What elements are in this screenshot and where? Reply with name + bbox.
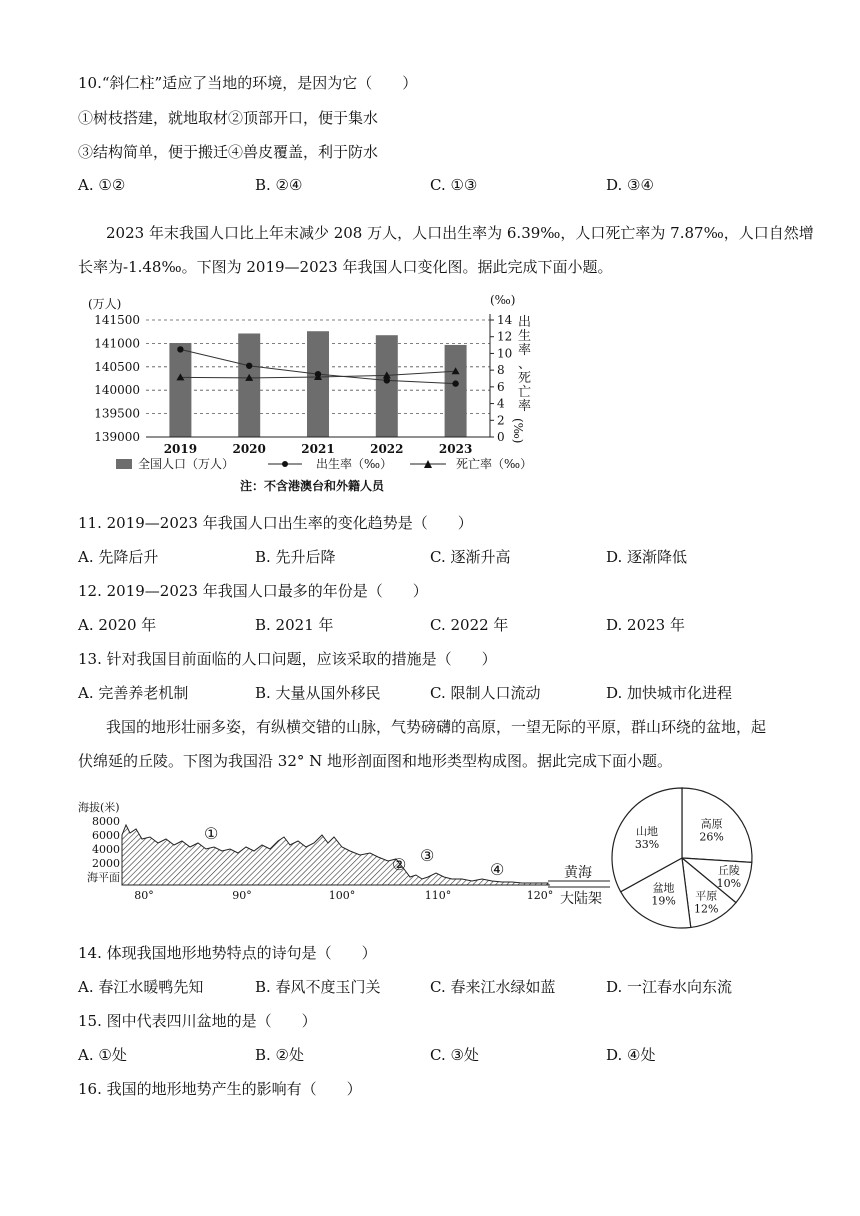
profile-y-tick-label: 4000 <box>92 843 120 856</box>
population-bar <box>238 333 260 437</box>
profile-y-ticks <box>87 815 120 884</box>
population-bar <box>169 343 191 437</box>
q12-option-a[interactable]: A. 2020 年 <box>78 616 157 634</box>
pie-slice-label: 盆地 <box>652 881 675 895</box>
right-axis-label-char: 、 <box>518 357 532 372</box>
pie-slice-label: 丘陵 <box>717 864 740 878</box>
right-axis-unit-label: (‰) <box>490 293 516 307</box>
right-axis-label-char: 生 <box>518 329 532 344</box>
q10-option-a[interactable]: A. ①② <box>78 176 126 194</box>
right-axis-label-char: 率 <box>518 399 532 414</box>
right-axis-label-unit: (‰) <box>511 418 525 444</box>
birth-rate-point <box>177 346 183 352</box>
pie-slice-label: 平原 <box>695 889 718 903</box>
terrain-profile <box>70 795 610 915</box>
legend-label-population: 全国人口（万人） <box>138 457 235 471</box>
birth-rate-point <box>246 363 252 369</box>
right-axis-label <box>511 314 531 443</box>
q10-statement-2: ③结构简单，便于搬迁④兽皮覆盖，利于防水 <box>78 143 379 161</box>
profile-x-tick-label: 100° <box>328 889 356 902</box>
passage2-line1: 我国的地形壮丽多姿，有纵横交错的山脉，气势磅礴的高原，一望无际的平原，群山环绕的盆地，起 <box>106 718 767 736</box>
q15-option-a[interactable]: A. ①处 <box>78 1046 127 1064</box>
legend-label-death: 死亡率（‰） <box>456 457 533 471</box>
legend-marker-birth <box>282 461 288 467</box>
q10-statement-1: ①树枝搭建，就地取材②顶部开口，便于集水 <box>78 109 379 127</box>
pie-slice-label: 高原 <box>700 817 723 831</box>
profile-marker-2: ② <box>392 855 407 874</box>
pie-slice-label: 山地 <box>636 824 659 838</box>
right-tick-label: 10 <box>497 346 513 361</box>
right-tick-label: 2 <box>497 413 505 428</box>
q13-option-c[interactable]: C. 限制人口流动 <box>430 684 541 702</box>
population-bar <box>445 345 467 437</box>
population-bar <box>307 331 329 437</box>
q15-option-c[interactable]: C. ③处 <box>430 1046 479 1064</box>
population-chart-bars <box>169 331 466 437</box>
right-axis-label-char: 出 <box>518 315 532 330</box>
right-tick-label: 6 <box>497 379 505 394</box>
q10-option-c[interactable]: C. ①③ <box>430 176 478 194</box>
terrain-profile-shape <box>122 825 548 885</box>
right-axis-label-char: 率 <box>518 343 532 358</box>
q15-option-b[interactable]: B. ②处 <box>255 1046 305 1064</box>
profile-x-tick-label: 80° <box>134 889 154 902</box>
passage1-line1: 2023 年末我国人口比上年末减少 208 万人，人口出生率为 6.39‰，人口死亡率为 7.87‰，人口自然增 <box>106 224 814 242</box>
profile-y-tick-label: 8000 <box>92 815 120 828</box>
q14-stem: 14. 体现我国地形地势特点的诗句是（ ） <box>78 944 377 962</box>
population-chart <box>70 290 550 500</box>
population-bar <box>376 335 398 437</box>
profile-sea-label: 黄海 <box>564 865 592 881</box>
profile-y-tick-label: 6000 <box>92 829 120 842</box>
left-tick-label: 140500 <box>94 359 140 374</box>
left-tick-label: 139000 <box>94 430 140 444</box>
right-tick-label: 14 <box>497 313 513 327</box>
birth-rate-point <box>452 380 458 386</box>
left-axis-unit-label: (万人) <box>88 297 122 311</box>
passage1-line2: 长率为-1.48‰。下图为 2019—2023 年我国人口变化图。据此完成下面小题。 <box>78 258 613 276</box>
profile-x-tick-label: 110° <box>424 889 452 902</box>
x-tick-label: 2023 <box>438 442 473 456</box>
q10-option-b[interactable]: B. ②④ <box>255 176 303 194</box>
q10-stem: 10.“斜仁柱”适应了当地的环境，是因为它（ ） <box>78 74 418 92</box>
profile-shelf-label: 大陆架 <box>560 891 602 907</box>
profile-x-tick-label: 90° <box>232 889 252 902</box>
q15-option-d[interactable]: D. ④处 <box>606 1046 656 1064</box>
profile-y-tick-label: 2000 <box>92 857 120 870</box>
right-axis-label-char: 死 <box>518 371 532 386</box>
profile-y-tick-label: 海平面 <box>87 871 120 884</box>
q12-option-b[interactable]: B. 2021 年 <box>255 616 334 634</box>
pie-slice-label: 33% <box>634 837 660 851</box>
q14-option-c[interactable]: C. 春来江水绿如蓝 <box>430 978 556 996</box>
q11-stem: 11. 2019—2023 年我国人口出生率的变化趋势是（ ） <box>78 514 473 532</box>
profile-marker-4: ④ <box>490 860 505 879</box>
q13-option-b[interactable]: B. 大量从国外移民 <box>255 684 381 702</box>
right-tick-label: 0 <box>497 430 505 444</box>
q13-stem: 13. 针对我国目前面临的人口问题，应该采取的措施是（ ） <box>78 650 497 668</box>
q11-option-c[interactable]: C. 逐渐升高 <box>430 548 511 566</box>
q12-stem: 12. 2019—2023 年我国人口最多的年份是（ ） <box>78 582 428 600</box>
landform-pie <box>604 782 764 932</box>
x-tick-label: 2022 <box>370 442 404 456</box>
population-chart-legend <box>116 456 532 471</box>
x-tick-label: 2019 <box>163 442 198 456</box>
profile-marker-1: ① <box>204 824 219 843</box>
landform-pie-slices <box>612 788 752 928</box>
profile-x-tick-label: 120° <box>526 889 554 902</box>
q15-stem: 15. 图中代表四川盆地的是（ ） <box>78 1012 317 1030</box>
q14-option-a[interactable]: A. 春江水暖鸭先知 <box>78 978 204 996</box>
right-axis-label-char: 亡 <box>518 385 532 400</box>
right-tick-label: 4 <box>497 396 505 411</box>
x-tick-label: 2021 <box>301 442 335 456</box>
x-tick-label: 2020 <box>232 442 266 456</box>
q16-stem: 16. 我国的地形地势产生的影响有（ ） <box>78 1080 362 1098</box>
passage2-line2: 伏绵延的丘陵。下图为我国沿 32° N 地形剖面图和地形类型构成图。据此完成下面小题。 <box>78 752 673 770</box>
q11-option-d[interactable]: D. 逐渐降低 <box>606 548 688 566</box>
pie-slice-label: 10% <box>716 877 742 891</box>
q12-option-c[interactable]: C. 2022 年 <box>430 616 509 634</box>
q12-option-d[interactable]: D. 2023 年 <box>606 616 685 634</box>
pie-slice-label: 12% <box>694 902 719 916</box>
right-tick-label: 12 <box>497 329 513 344</box>
q14-option-b[interactable]: B. 春风不度玉门关 <box>255 978 381 996</box>
q10-option-d[interactable]: D. ③④ <box>606 176 654 194</box>
q11-option-b[interactable]: B. 先升后降 <box>255 548 336 566</box>
q13-option-d[interactable]: D. 加快城市化进程 <box>606 684 733 702</box>
legend-swatch-population <box>116 459 132 469</box>
profile-x-ticks <box>134 889 553 902</box>
right-tick-label: 8 <box>497 363 505 378</box>
q13-option-a[interactable]: A. 完善养老机制 <box>78 684 189 702</box>
left-tick-label: 139500 <box>94 406 140 421</box>
q14-option-d[interactable]: D. 一江春水向东流 <box>606 978 733 996</box>
profile-ylabel: 海拔(米) <box>78 801 120 814</box>
q11-option-a[interactable]: A. 先降后升 <box>78 548 159 566</box>
pie-slice-label: 19% <box>651 894 676 908</box>
legend-label-birth: 出生率（‰） <box>316 457 393 471</box>
left-tick-label: 141000 <box>94 336 140 351</box>
profile-marker-3: ③ <box>420 846 435 865</box>
left-tick-label: 141500 <box>94 313 140 327</box>
population-chart-note: 注：不含港澳台和外籍人员 <box>240 479 385 493</box>
left-tick-label: 140000 <box>94 383 140 398</box>
pie-slice-label: 26% <box>699 830 724 844</box>
